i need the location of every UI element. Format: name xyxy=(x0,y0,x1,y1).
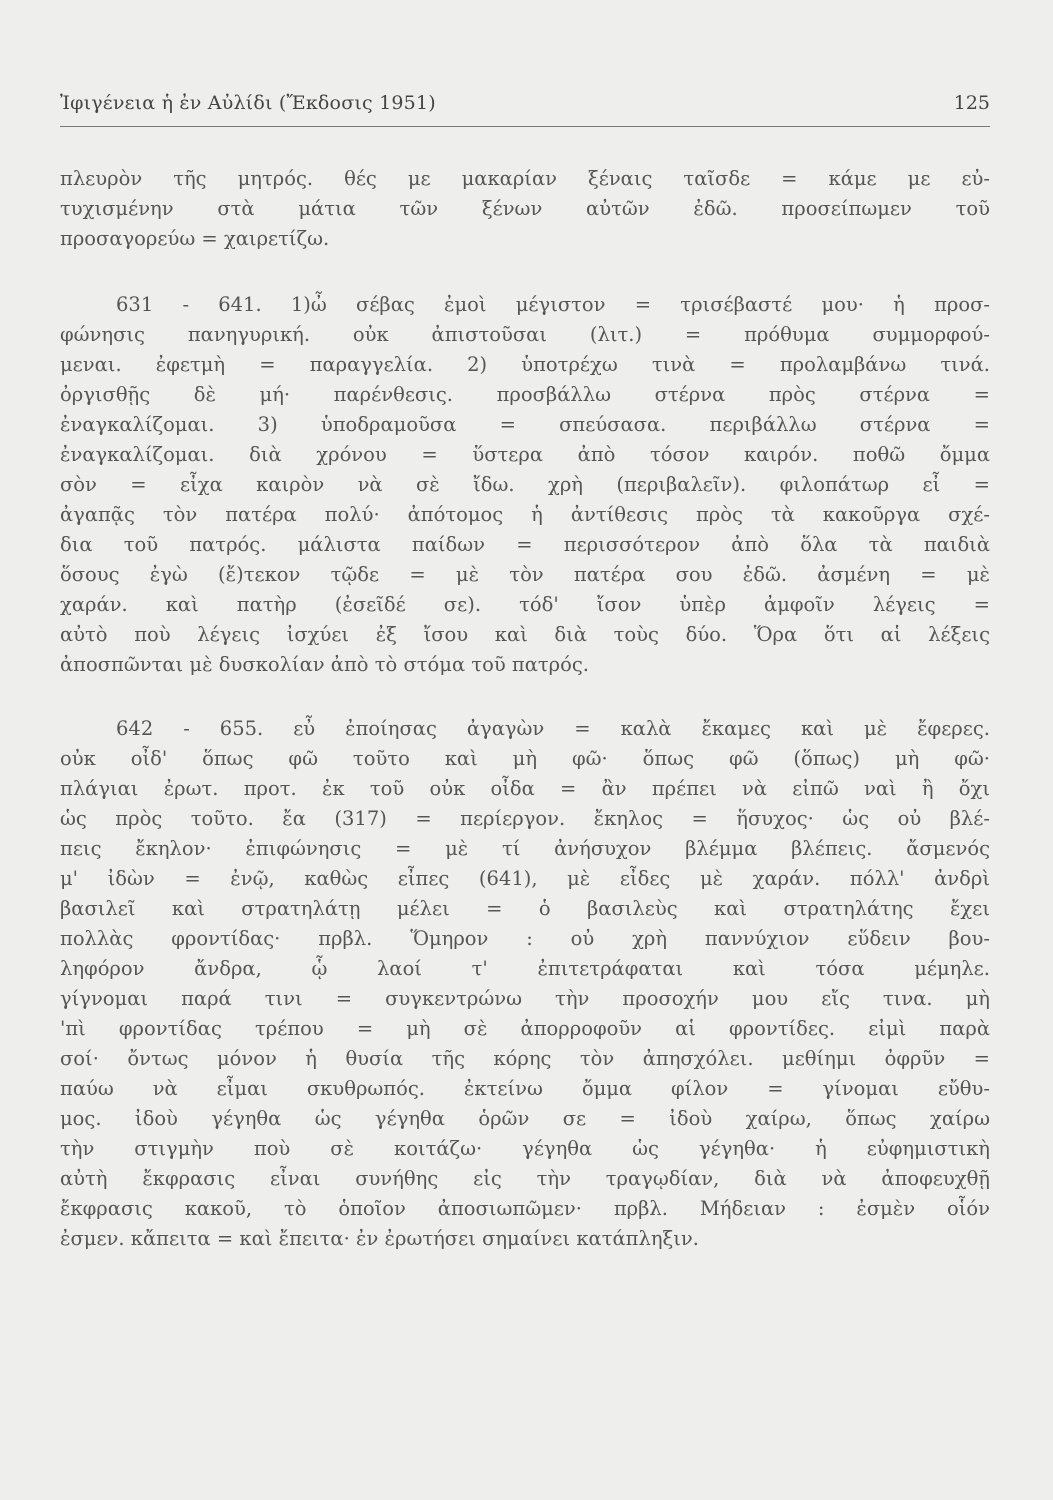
running-title: Ἰφιγένεια ἡ ἐν Αὐλίδι (Ἔκδοσις 1951) xyxy=(60,92,436,114)
text-line: παύω νὰ εἶμαι σκυθρωπός. ἐκτείνω ὄμμα φίλον = γίνομαι εὔθυ- xyxy=(60,1077,990,1100)
text-line: ἐναγκαλίζομαι. 3) ὑποδραμοῦσα = σπεύσασα. περιβάλλω στέρνα = xyxy=(60,413,990,436)
text-line: 631 - 641. 1)ὦ σέβας ἐμοὶ μέγιστον = τρισέβαστέ μου· ἡ προσ- xyxy=(116,293,990,316)
text-line: αὐτὴ ἔκφρασις εἶναι συνήθης εἰς τὴν τραγῳδίαν, διὰ νὰ ἀποφευχθῇ xyxy=(60,1167,990,1190)
text-line: ἀγαπᾷς τὸν πατέρα πολύ· ἀπότομος ἡ ἀντίθεσις πρὸς τὰ κακοῦργα σχέ- xyxy=(60,503,990,526)
page-header xyxy=(60,92,990,127)
text-line: πεις ἔκηλον· ἐπιφώνησις = μὲ τί ἀνήσυχον βλέμμα βλέπεις. ἄσμενός xyxy=(60,837,990,860)
text-line: τὴν στιγμὴν ποὺ σὲ κοιτάζω· γέγηθα ὡς γέγηθα· ἡ εὐφημιστικὴ xyxy=(60,1137,990,1160)
text-line: ληφόρον ἄνδρα, ᾧ λαοί τ' ἐπιτετράφαται καὶ τόσα μέμηλε. xyxy=(60,957,990,980)
text-line: φώνησις πανηγυρική. οὐκ ἀπιστοῦσαι (λιτ.) = πρόθυμα συμμορφού- xyxy=(60,323,990,346)
text-line: πλάγιαι ἐρωτ. προτ. ἐκ τοῦ οὐκ οἶδα = ἂν πρέπει νὰ εἰπῶ ναὶ ἢ ὄχι xyxy=(60,777,990,800)
text-line: δια τοῦ πατρός. μάλιστα παίδων = περισσότερον ἀπὸ ὅλα τὰ παιδιὰ xyxy=(60,533,990,556)
text-line: ἐναγκαλίζομαι. διὰ χρόνου = ὕστερα ἀπὸ τόσον καιρόν. ποθῶ ὄμμα xyxy=(60,443,990,466)
paragraph-continuation xyxy=(60,164,990,254)
text-line: τυχισμένην στὰ μάτια τῶν ξένων αὐτῶν ἐδῶ. προσείπωμεν τοῦ xyxy=(60,197,990,220)
commentary-body xyxy=(60,164,990,1254)
page-number: 125 xyxy=(953,92,990,114)
text-line: σὸν = εἶχα καιρὸν νὰ σὲ ἴδω. χρὴ (περιβαλεῖν). φιλοπάτωρ εἶ = xyxy=(60,473,990,496)
text-line: ἀποσπῶνται μὲ δυσκολίαν ἀπὸ τὸ στόμα τοῦ πατρός. xyxy=(60,653,590,676)
paragraph-spacer xyxy=(60,254,990,290)
paragraph-spacer xyxy=(60,680,990,714)
text-line: ἔκφρασις κακοῦ, τὸ ὁποῖον ἀποσιωπῶμεν· πρβλ. Μήδειαν : ἐσμὲν οἷόν xyxy=(60,1197,990,1220)
text-line: πλευρὸν τῆς μητρός. θές με μακαρίαν ξέναις ταῖσδε = κάμε με εὐ- xyxy=(60,167,990,190)
text-line: οὐκ οἶδ' ὅπως φῶ τοῦτο καὶ μὴ φῶ· ὅπως φῶ (ὅπως) μὴ φῶ· xyxy=(60,747,990,770)
text-line: πολλὰς φροντίδας· πρβλ. Ὅμηρον : οὐ χρὴ παννύχιον εὕδειν βου- xyxy=(60,927,990,950)
paragraph-lines-642-655 xyxy=(60,714,990,1254)
text-line: αὐτὸ ποὺ λέγεις ἰσχύει ἐξ ἴσου καὶ διὰ τοὺς δύο. Ὅρα ὅτι αἱ λέξεις xyxy=(60,623,990,646)
paragraph-lines-631-641 xyxy=(60,290,990,680)
text-line: μ' ἰδὼν = ἐνῷ, καθὼς εἶπες (641), μὲ εἶδες μὲ χαράν. πόλλ' ἀνδρὶ xyxy=(60,867,990,890)
text-line: μεναι. ἐφετμὴ = παραγγελία. 2) ὑποτρέχω τινὰ = προλαμβάνω τινά. xyxy=(60,353,990,376)
text-line: γίγνομαι παρά τινι = συγκεντρώνω τὴν προσοχήν μου εἴς τινα. μὴ xyxy=(60,987,990,1010)
text-line: μος. ἰδοὺ γέγηθα ὡς γέγηθα ὁρῶν σε = ἰδοὺ χαίρω, ὅπως χαίρω xyxy=(60,1107,990,1130)
text-line: 'πὶ φροντίδας τρέπου = μὴ σὲ ἀπορροφοῦν αἱ φροντίδες. εἰμὶ παρὰ xyxy=(60,1017,990,1040)
text-line: βασιλεῖ καὶ στρατηλάτῃ μέλει = ὁ βασιλεὺς καὶ στρατηλάτης ἔχει xyxy=(60,897,990,920)
text-line: ὡς πρὸς τοῦτο. ἔα (317) = περίεργον. ἔκηλος = ἥσυχος· ὡς οὐ βλέ- xyxy=(60,807,990,830)
text-line: σοί· ὄντως μόνον ἡ θυσία τῆς κόρης τὸν ἀπησχόλει. μεθίημι ὀφρῦν = xyxy=(60,1047,990,1070)
text-line: ὀργισθῇς δὲ μή· παρένθεσις. προσβάλλω στέρνα πρὸς στέρνα = xyxy=(60,383,990,406)
text-line: ἐσμεν. κἄπειτα = καὶ ἔπειτα· ἐν ἐρωτήσει σημαίνει κατάπληξιν. xyxy=(60,1227,699,1250)
text-line: ὅσους ἐγὼ (ἔ)τεκον τῷδε = μὲ τὸν πατέρα σου ἐδῶ. ἀσμένη = μὲ xyxy=(60,563,990,586)
text-line: 642 - 655. εὖ ἐποίησας ἀγαγὼν = καλὰ ἔκαμες καὶ μὲ ἔφερες. xyxy=(116,717,990,740)
text-line: χαράν. καὶ πατὴρ (ἐσεῖδέ σε). τόδ' ἴσον ὑπὲρ ἀμφοῖν λέγεις = xyxy=(60,593,990,616)
text-line: προσαγορεύω = χαιρετίζω. xyxy=(60,227,330,250)
